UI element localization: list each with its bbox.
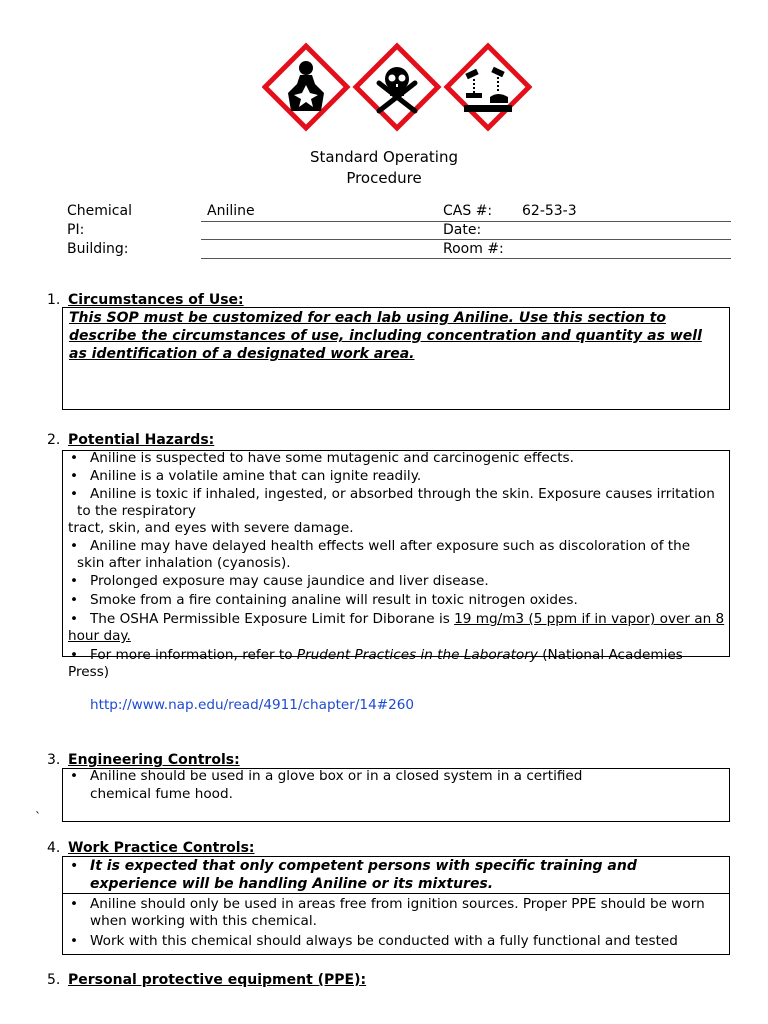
bullet: • [70,768,79,784]
stray-mark: ` [35,810,41,824]
circumstances-line-3: as identification of a designated work area. [69,346,415,362]
skull-crossbones-icon [356,46,438,128]
work-practice-item-cont: when working with this chemical. [90,913,317,929]
pi-label: PI: [67,222,85,238]
ghs-pictograms [262,42,532,132]
title-line-1: Standard Operating [309,148,458,166]
section-number: 4. [47,840,61,856]
hazard-item-cont: to the respiratory [77,503,196,519]
pel-value: 19 mg/m3 (5 ppm if in vapor) over an 8 [454,611,725,627]
bullet: • [70,468,79,484]
hazard-item: Aniline is toxic if inhaled, ingested, or absorbed through the skin. Exposure causes irritation [90,486,715,502]
section-number: 2. [47,432,61,448]
hazard-item: Aniline is a volatile amine that can ignite readily. [90,468,422,484]
circumstances-line-1: This SOP must be customized for each lab using Aniline. Use this section to [69,310,666,326]
circumstances-line-2: describe the circumstances of use, including concentration and quantity as well [69,328,702,344]
bullet: • [70,486,79,502]
engineering-item-cont: chemical fume hood. [90,786,233,802]
reference-text: For more information, refer to [90,647,297,663]
reference-link[interactable]: http://www.nap.edu/read/4911/chapter/14#260 [90,697,415,713]
corrosion-icon [447,46,529,128]
section-heading: Circumstances of Use: [68,292,244,308]
building-label: Building: [67,241,129,257]
hazard-item [90,647,683,665]
hazard-item: Aniline may have delayed health effects well after exposure such as discoloration of the [90,538,691,554]
hazard-item-cont: skin after inhalation (cyanosis). [77,555,291,571]
hazard-item-cont: hour day. [68,628,131,644]
pel-text: The OSHA Permissible Exposure Limit for Diborane is [90,611,455,627]
section-heading: Engineering Controls: [68,752,240,768]
hazard-item [90,611,724,629]
date-label: Date: [443,222,482,238]
hazard-item-cont: Press) [68,664,110,680]
room-label: Room #: [443,241,504,257]
bullet: • [70,538,79,554]
bullet: • [70,933,79,949]
bullet: • [70,450,79,466]
reference-title: Prudent Practices in the Laboratory [296,647,538,663]
section-number: 1. [47,292,61,308]
bullet: • [70,858,79,874]
bullet: • [70,592,79,608]
section-number: 5. [47,972,61,988]
work-practice-item: It is expected that only competent persons with specific training and [90,858,637,874]
hazard-item-cont: tract, skin, and eyes with severe damage. [68,520,354,536]
engineering-item: Aniline should be used in a glove box or in a closed system in a certified [90,768,583,784]
bullet: • [70,611,79,627]
section-heading: Work Practice Controls: [68,840,255,856]
chemical-label: Chemical [67,203,132,219]
circumstances-box [62,307,730,410]
bullet: • [70,896,79,912]
work-practice-item: Work with this chemical should always be conducted with a fully functional and tested [90,933,678,949]
reference-publisher: (National Academies [537,647,683,663]
chemical-value: Aniline [207,203,255,219]
section-heading: Potential Hazards: [68,432,215,448]
cas-label: CAS #: [443,203,493,219]
bullet: • [70,573,79,589]
building-line [201,258,731,259]
work-practice-item: Aniline should only be used in areas free from ignition sources. Proper PPE should be worn [90,896,705,912]
cas-value: 62-53-3 [522,203,577,219]
section-heading: Personal protective equipment (PPE): [68,972,367,988]
document-title [0,147,768,189]
hazard-item: Aniline is suspected to have some mutagenic and carcinogenic effects. [90,450,574,466]
health-hazard-icon [265,46,347,128]
hazard-item: Prolonged exposure may cause jaundice and liver disease. [90,573,489,589]
bullet: • [70,647,79,663]
section-number: 3. [47,752,61,768]
title-line-2: Procedure [346,169,422,187]
work-practice-item-cont: experience will be handling Aniline or its mixtures. [90,876,494,892]
hazard-item: Smoke from a fire containing analine will result in toxic nitrogen oxides. [90,592,578,608]
